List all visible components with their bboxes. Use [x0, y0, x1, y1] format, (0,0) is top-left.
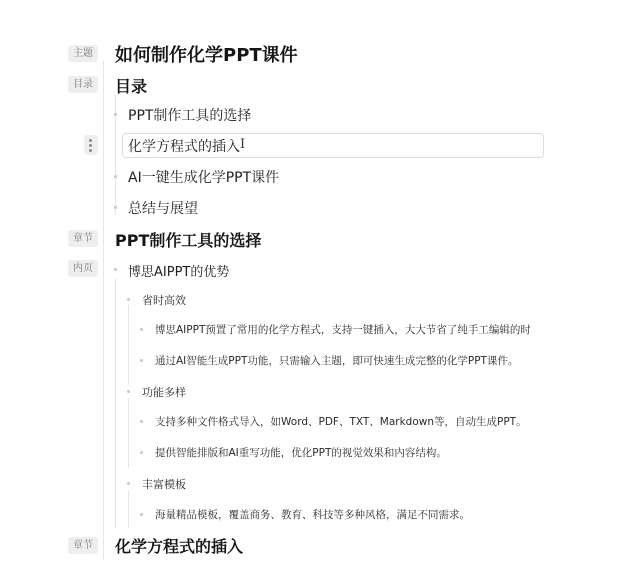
- body-line[interactable]: 通过AI智能生成PPT功能，只需输入主题，即可快速生成完整的化学PPT课件。: [155, 355, 519, 367]
- bullet-dot: [114, 113, 117, 116]
- bullet-dot: [140, 513, 143, 516]
- bullet-dot: [140, 328, 143, 331]
- outline-guide-line: [128, 490, 129, 528]
- section-label[interactable]: 丰富模板: [142, 478, 186, 491]
- toc-item[interactable]: 化学方程式的插入: [128, 139, 240, 155]
- outline-guide-line: [115, 278, 116, 528]
- toc-item[interactable]: PPT制作工具的选择: [128, 108, 252, 124]
- section-label[interactable]: 省时高效: [142, 294, 186, 307]
- bullet-dot: [114, 268, 117, 271]
- bullet-dot: [140, 420, 143, 423]
- bullet-dot: [127, 390, 130, 393]
- bullet-dot: [114, 206, 117, 209]
- toc-heading[interactable]: 目录: [115, 77, 148, 96]
- body-line[interactable]: 提供智能排版和AI重写功能，优化PPT的视觉效果和内容结构。: [155, 447, 447, 459]
- bullet-dot: [114, 175, 117, 178]
- toc-item[interactable]: AI一键生成化学PPT课件: [128, 170, 280, 186]
- chapter-heading[interactable]: 化学方程式的插入: [115, 537, 244, 556]
- body-line[interactable]: 海量精品模板，覆盖商务、教育、科技等多种风格，满足不同需求。: [155, 509, 470, 521]
- bullet-dot: [127, 482, 130, 485]
- text-cursor-icon: I: [240, 137, 246, 152]
- drag-handle-icon[interactable]: [84, 135, 98, 155]
- section-label[interactable]: 功能多样: [142, 386, 186, 399]
- bullet-dot: [140, 451, 143, 454]
- chapter-heading[interactable]: PPT制作工具的选择: [115, 231, 262, 250]
- outline-guide-line: [128, 305, 129, 385]
- outline-guide-line: [103, 60, 104, 560]
- tag-inner-page: 内页: [68, 260, 98, 277]
- bullet-dot: [140, 359, 143, 362]
- tag-topic: 主题: [68, 45, 98, 62]
- tag-chapter: 章节: [68, 230, 98, 247]
- body-line[interactable]: 支持多种文件格式导入，如Word、PDF、TXT、Markdown等，自动生成PPT。: [155, 416, 527, 428]
- bullet-dot: [127, 298, 130, 301]
- toc-item[interactable]: 总结与展望: [128, 201, 198, 217]
- page-heading[interactable]: 博思AIPPT的优势: [128, 265, 230, 280]
- tag-chapter: 章节: [68, 537, 98, 554]
- outline-guide-line: [128, 398, 129, 468]
- body-line[interactable]: 博思AIPPT预置了常用的化学方程式，支持一键插入，大大节省了纯手工编辑的时: [155, 324, 531, 336]
- page-title[interactable]: 如何制作化学PPT课件: [115, 45, 298, 66]
- tag-toc: 目录: [68, 76, 98, 93]
